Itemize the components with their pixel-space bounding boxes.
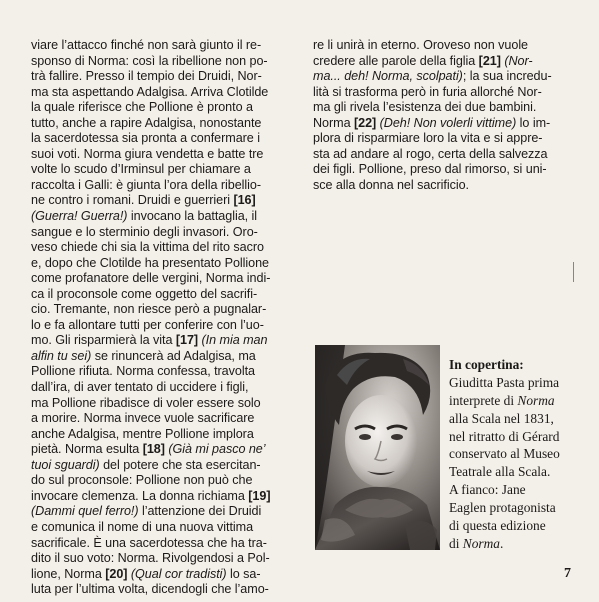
text-segment: e comunica il nome di una nuova vittima <box>31 519 254 534</box>
text-segment: sangue e lo sterminio degli invasori. Oro- <box>31 224 258 239</box>
text-segment: del potere che sta esercitan- <box>99 457 261 472</box>
text-segment: Eaglen protagonista <box>449 500 556 516</box>
synopsis-line <box>31 85 293 101</box>
text-segment: conservato al Museo <box>449 446 560 462</box>
italic-text: ma... deh! Norma, scolpati) <box>313 69 463 84</box>
text-segment: dall’ira, di aver tentato di uccidere i figli, <box>31 380 249 395</box>
italic-text: (Nor- <box>504 53 533 68</box>
text-segment: di <box>449 535 463 551</box>
text-segment: viare l’attacco finché non sarà giunto il re- <box>31 38 262 52</box>
caption-line <box>449 392 589 410</box>
text-segment: se rinuncerà ad Adalgisa, ma <box>91 348 256 363</box>
text-segment: Pollione rifiuta. Norma confessa, travolta <box>31 364 255 379</box>
text-segment: sce alla donna nel sacrificio. <box>313 177 470 192</box>
text-segment: cio. Tremante, non riesce però a pugnalar- <box>31 302 267 317</box>
text-segment: sacrificale. È una sacerdotessa che ha tra- <box>31 535 267 550</box>
text-segment: e, dopo che Clotilde ha presentato Pollione <box>31 255 269 270</box>
text-segment: di questa edizione <box>449 518 546 534</box>
synopsis-line <box>31 162 293 178</box>
text-segment: lo sa- <box>226 566 261 581</box>
track-number: [22] <box>354 115 377 130</box>
synopsis-line <box>31 520 293 536</box>
text-segment: A fianco: Jane <box>449 482 526 498</box>
text-segment: do sul proconsole: Pollione non può che <box>31 473 253 488</box>
synopsis-line <box>31 225 293 241</box>
text-segment: Norma <box>313 115 354 130</box>
caption-line <box>449 445 589 463</box>
text-segment: mo. Gli risparmierà la vita <box>31 333 176 348</box>
italic-text: alfin tu sei) <box>31 348 92 363</box>
italic-text: (Qual cor tradisti) <box>130 566 227 581</box>
synopsis-line <box>31 38 293 54</box>
synopsis-line <box>31 287 293 303</box>
track-number: [18] <box>142 442 165 457</box>
text-segment: nel ritratto di Gérard <box>449 428 560 444</box>
italic-text: (Guerra! Guerra!) <box>31 209 128 224</box>
caption-title: In copertina: <box>449 357 524 372</box>
text-segment: trà fallire. Presso il tempio dei Druidi, Nor- <box>31 69 262 84</box>
text-segment: la sacerdotessa sia pronta a confermare i <box>31 131 260 146</box>
synopsis-line <box>31 209 293 225</box>
text-segment: volte lo scudo d’Irminsul per chiamare a <box>31 162 251 177</box>
synopsis-line <box>31 380 293 396</box>
synopsis-line <box>31 504 293 520</box>
text-segment: a morire. Norma invece vuole sacrificare <box>31 411 255 426</box>
synopsis-left-column <box>31 38 293 598</box>
text-segment: lione, Norma <box>31 566 106 581</box>
synopsis-line <box>31 582 293 598</box>
synopsis-line <box>31 411 293 427</box>
synopsis-line <box>31 178 293 194</box>
synopsis-line <box>313 162 575 178</box>
synopsis-line <box>31 116 293 132</box>
synopsis-line <box>31 551 293 567</box>
caption-line <box>449 499 589 517</box>
synopsis-line <box>313 147 575 163</box>
synopsis-line <box>31 349 293 365</box>
italic-text: (Deh! Non volerli vittime) <box>379 115 517 130</box>
text-segment: invocano la battaglia, il <box>127 209 258 224</box>
synopsis-line <box>31 458 293 474</box>
track-number: [17] <box>175 333 199 348</box>
text-segment: suoi voti. Norma giura vendetta e batte tre <box>31 146 264 161</box>
synopsis-line <box>31 193 293 209</box>
synopsis-right-column <box>313 38 575 193</box>
text-segment: plora di risparmiare loro la vita e si appre- <box>313 131 543 146</box>
text-segment: sta ad andare al rogo, certa della salvezza <box>313 146 548 161</box>
text-segment: come profanatore delle vergini, Norma indi- <box>31 271 271 286</box>
text-segment: tutto, anche a rapire Adalgisa, nonostante <box>31 115 262 130</box>
caption-line <box>449 481 589 499</box>
caption-line <box>449 535 589 553</box>
synopsis-line <box>313 85 575 101</box>
text-segment: ; la sua incredu- <box>462 69 552 84</box>
text-segment: ma sta aspettando Adalgisa. Arriva Clotilde <box>31 84 269 99</box>
fold-mark <box>573 262 574 282</box>
caption-line <box>449 428 589 446</box>
italic-text: tuoi sguardi) <box>31 457 100 472</box>
synopsis-line <box>313 178 575 194</box>
text-segment: Giuditta Pasta prima <box>449 374 560 390</box>
italic-text: Norma <box>462 535 500 551</box>
caption-line <box>449 410 589 428</box>
italic-text: (In mia man <box>201 333 268 348</box>
text-segment: ca il proconsole come oggetto del sacrifi- <box>31 286 258 301</box>
text-segment: interprete di <box>449 392 518 408</box>
synopsis-line <box>31 427 293 443</box>
text-segment: ma Pollione ribadisce di voler essere solo <box>31 395 261 410</box>
synopsis-line <box>313 69 575 85</box>
text-segment: anche Adalgisa, mentre Pollione implora <box>31 426 254 441</box>
portrait-photo <box>315 345 440 550</box>
synopsis-line <box>31 256 293 272</box>
text-segment: ma gli rivela l’esistenza dei due bambini. <box>313 100 537 115</box>
text-segment: luta per l’ultima volta, dicendogli che l’amo- <box>31 582 269 597</box>
text-segment: l’attenzione dei Druidi <box>138 504 262 519</box>
synopsis-line <box>313 116 575 132</box>
text-segment: sponso di Norma: così la ribellione non po- <box>31 53 268 68</box>
italic-text: (Dammi quel ferro!) <box>31 504 139 519</box>
text-segment: veso chiede chi sia la vittima del rito sacro <box>31 240 264 255</box>
text-segment: invocare clemenza. La donna richiama <box>31 488 249 503</box>
text-segment: Teatrale alla Scala. <box>449 464 551 480</box>
text-segment: alla Scala nel 1831, <box>449 410 554 426</box>
text-segment: lo e fa allontare tutti per conferire con l’uo- <box>31 317 264 332</box>
page-number: 7 <box>564 566 571 581</box>
text-segment: credere alle parole della figlia <box>313 53 479 68</box>
synopsis-line <box>31 333 293 349</box>
text-segment: lo im- <box>516 115 551 130</box>
synopsis-line <box>31 100 293 116</box>
photo-caption <box>449 356 589 553</box>
caption-text <box>449 374 589 553</box>
text-segment: dei figli. Pollione, preso dal rimorso, si uni- <box>313 162 547 177</box>
synopsis-line <box>313 54 575 70</box>
italic-text: (Già mi pasco ne’ <box>168 442 266 457</box>
synopsis-line <box>31 318 293 334</box>
synopsis-line <box>31 364 293 380</box>
text-segment: pietà. Norma esulta <box>31 442 143 457</box>
text-segment: . <box>499 535 504 551</box>
synopsis-line <box>313 131 575 147</box>
text-segment: re li unirà in eterno. Oroveso non vuole <box>313 38 529 52</box>
synopsis-line <box>31 69 293 85</box>
caption-line <box>449 374 589 392</box>
synopsis-line <box>313 38 575 54</box>
synopsis-line <box>31 147 293 163</box>
caption-line <box>449 517 589 535</box>
synopsis-line <box>31 131 293 147</box>
synopsis-line <box>31 567 293 583</box>
text-segment: dito il suo voto: Norma. Rivolgendosi a Pol- <box>31 551 270 566</box>
track-number: [20] <box>105 566 128 581</box>
synopsis-line <box>31 396 293 412</box>
synopsis-line <box>31 54 293 70</box>
caption-line <box>449 463 589 481</box>
synopsis-line <box>31 489 293 505</box>
text-segment: raccolta i Galli: è giunta l’ora della ribellio- <box>31 177 261 192</box>
text-segment: ne contro i romani. Druidi e guerrieri <box>31 193 234 208</box>
text-segment: la quale riferisce che Pollione è pronto a <box>31 100 253 115</box>
text-segment: lità si trasforma però in furia allorché Nor- <box>313 84 542 99</box>
portrait-photo-icon <box>315 345 440 550</box>
synopsis-line <box>31 302 293 318</box>
track-number: [16] <box>233 193 256 208</box>
synopsis-line <box>31 240 293 256</box>
synopsis-line <box>313 100 575 116</box>
synopsis-line <box>31 473 293 489</box>
synopsis-line <box>31 442 293 458</box>
synopsis-line <box>31 536 293 552</box>
track-number: [19] <box>248 488 271 503</box>
synopsis-line <box>31 271 293 287</box>
track-number: [21] <box>478 53 501 68</box>
italic-text: Norma <box>517 392 555 408</box>
